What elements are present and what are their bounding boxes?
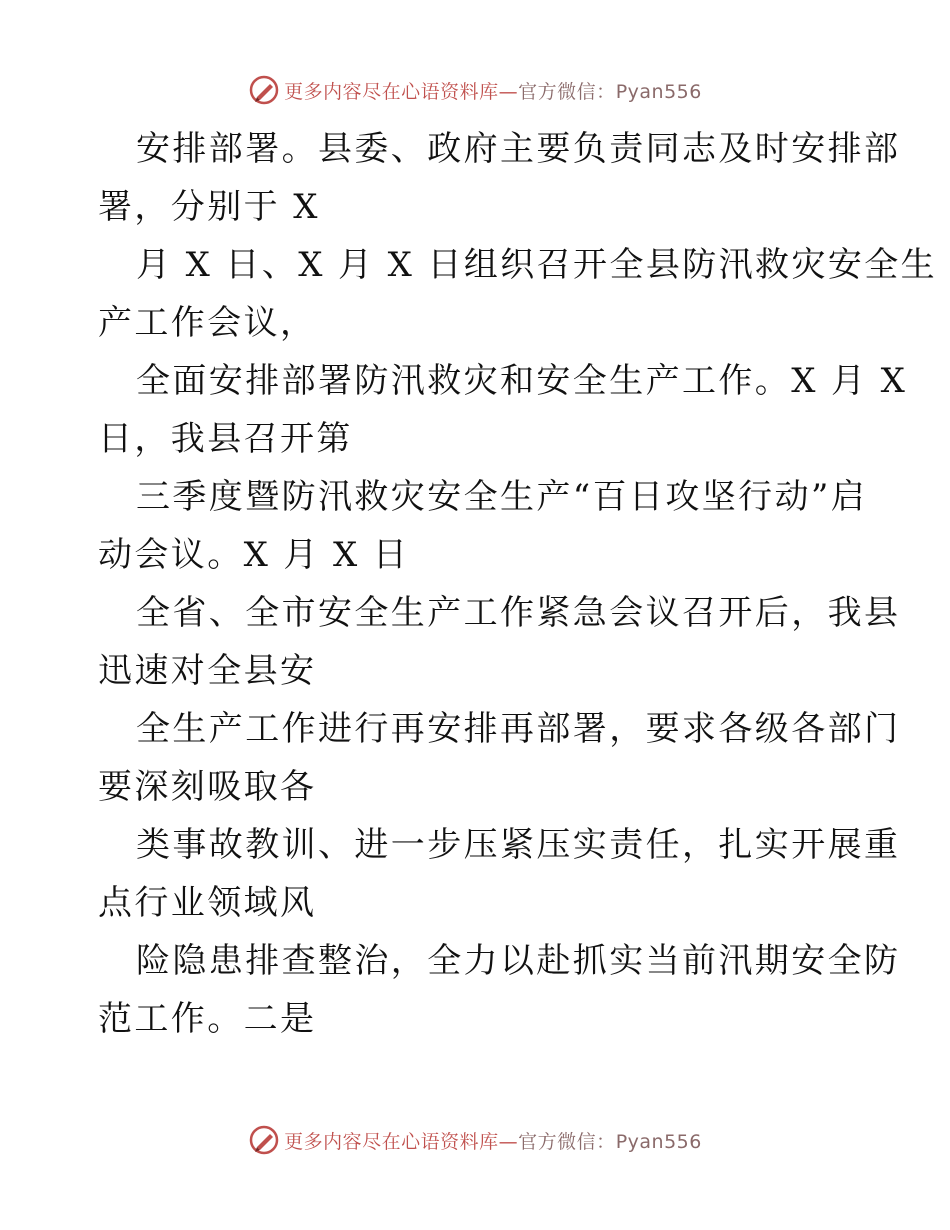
pen-logo-icon [248, 1124, 280, 1156]
watermark-site-name: 更多内容尽在心语资料库 [284, 80, 499, 103]
watermark-text [284, 1127, 702, 1154]
watermark-wechat-account: Pyan556 [615, 80, 702, 103]
body-line: 点行业领域风 [98, 883, 317, 923]
watermark-dash: — [498, 80, 519, 103]
body-line: 安排部署。县委、政府主要负责同志及时安排部 [136, 129, 901, 169]
body-line: 类事故教训、进一步压紧压实责任，扎实开展重 [136, 825, 901, 865]
watermark-wechat-label: 官方微信： [518, 80, 616, 103]
body-line: 要深刻吸取各 [98, 767, 317, 807]
body-line: 全省、全市安全生产工作紧急会议召开后，我县 [136, 593, 901, 633]
body-line: 署，分别于 X [98, 187, 320, 227]
watermark-wechat-account: Pyan556 [615, 1130, 702, 1153]
body-line: 迅速对全县安 [98, 651, 317, 691]
body-line: 范工作。二是 [98, 999, 317, 1039]
pen-logo-icon [248, 74, 280, 106]
watermark-site-name: 更多内容尽在心语资料库 [284, 1130, 499, 1153]
body-line: 动会议。X 月 X 日 [98, 535, 410, 575]
watermark-dash: — [498, 1130, 519, 1153]
footer-watermark [0, 1120, 950, 1160]
watermark-text [284, 77, 702, 104]
watermark-wechat-label: 官方微信： [518, 1130, 616, 1153]
header-watermark [0, 70, 950, 110]
body-line: 全面安排部署防汛救灾和安全生产工作。X 月 X [136, 361, 908, 401]
body-line: 全生产工作进行再安排再部署，要求各级各部门 [136, 709, 901, 749]
body-line: 险隐患排查整治，全力以赴抓实当前汛期安全防 [136, 941, 901, 981]
body-line: 月 X 日、X 月 X 日组织召开全县防汛救灾安全生 [136, 245, 938, 285]
body-line: 日，我县召开第 [98, 419, 353, 459]
body-line: 产工作会议， [98, 303, 317, 343]
body-line: 三季度暨防汛救灾安全生产“百日攻坚行动”启 [136, 477, 868, 517]
